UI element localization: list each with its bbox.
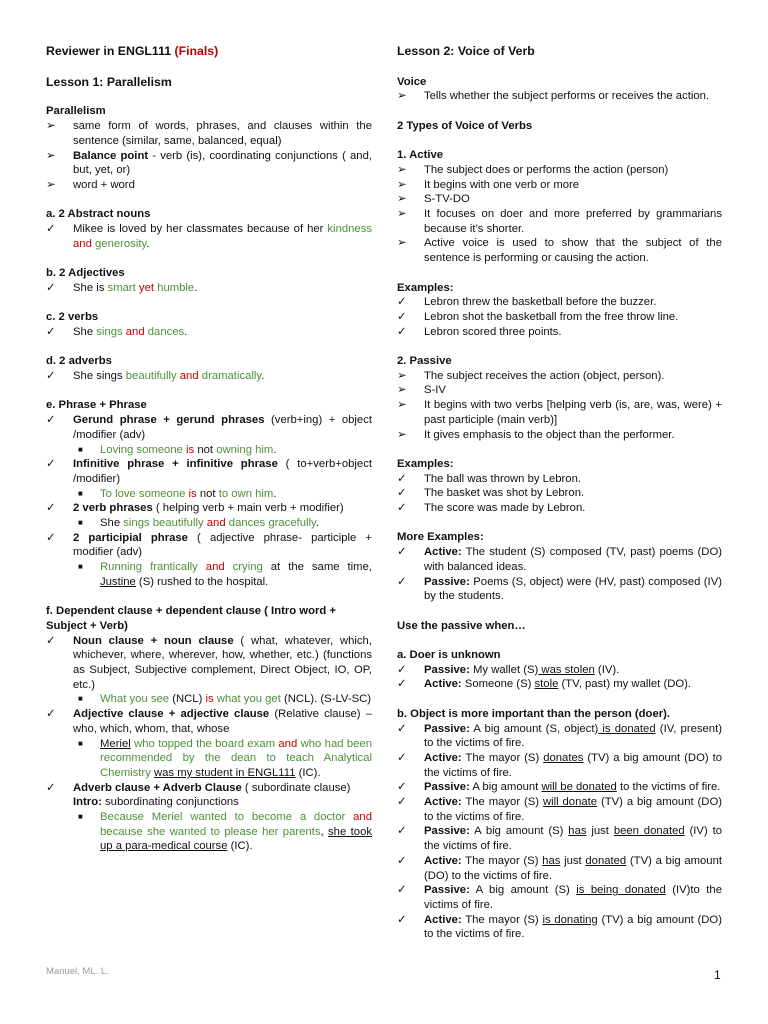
arrow-icon: ➢ xyxy=(397,193,407,206)
list-item: ➢ It begins with two verbs [helping verb (is, are, was, were) + past participle (main verb)] xyxy=(397,399,722,426)
check-icon: ✓ xyxy=(46,414,56,427)
check-icon: ✓ xyxy=(46,370,56,382)
doer-unknown-heading: a. Doer is unknown xyxy=(397,649,501,661)
left-column xyxy=(46,44,372,854)
arrow-icon: ➢ xyxy=(397,369,407,382)
check-icon: ✓ xyxy=(46,634,56,647)
square-bullet-icon: ■ xyxy=(78,562,83,572)
list-item: ➢ word + word xyxy=(46,178,135,191)
arrow-icon: ➢ xyxy=(397,90,407,103)
check-icon: ✓ xyxy=(397,781,407,794)
square-bullet-icon: ■ xyxy=(78,518,83,528)
example-item: ✓ The ball was thrown by Lebron. xyxy=(397,472,581,485)
arrow-icon: ➢ xyxy=(397,178,407,191)
example-item: ✓ Active: Someone (S) stole (TV, past) my wallet (DO). xyxy=(397,678,692,691)
active-examples-heading: Examples: xyxy=(397,281,454,294)
check-icon: ✓ xyxy=(397,663,407,676)
arrow-icon: ➢ xyxy=(397,208,407,220)
square-bullet-icon: ■ xyxy=(78,694,83,704)
active-heading: 1. Active xyxy=(397,149,444,162)
arrow-icon: ➢ xyxy=(397,384,407,397)
check-icon: ✓ xyxy=(397,472,407,485)
example-item: ✓ She sings beautifully and dramatically. xyxy=(46,370,265,382)
page-number: 1 xyxy=(714,968,721,982)
section-c-heading: c. 2 verbs xyxy=(46,311,99,324)
example-item: ✓ Lebron threw the basketball before the buzzer. xyxy=(397,296,657,309)
square-bullet-icon: ■ xyxy=(78,488,83,498)
object-important-heading: b. Object is more important than the person (doer). xyxy=(397,707,671,720)
check-icon: ✓ xyxy=(46,458,56,471)
list-item: ➢ S-TV-DO xyxy=(397,193,470,206)
example-item: ✓ Passive: My wallet (S) was stolen (IV). xyxy=(397,663,620,676)
list-item: ➢ S-IV xyxy=(397,384,446,397)
arrow-icon: ➢ xyxy=(397,237,407,250)
example-subitem: ■ Meriel who topped the board exam and who had been recommended by the dean to teach Analytical Chemistry was my student in ENGL111 (IC). xyxy=(78,737,372,779)
section-e-heading: e. Phrase + Phrase xyxy=(46,399,147,412)
example-item: ✓ Lebron shot the basketball from the free throw line. xyxy=(397,310,679,323)
check-icon: ✓ xyxy=(397,310,407,323)
example-item: ✓ Active: The mayor (S) is donating (TV) a big amount (DO) to the victims of fire. xyxy=(397,913,722,941)
object-important-list xyxy=(397,722,722,943)
example-item: ✓ Active: The mayor (S) has just donated (TV) a big amount (DO) to the victims of fire. xyxy=(397,854,723,882)
square-bullet-icon: ■ xyxy=(78,738,83,748)
list-item: ➢ It focuses on doer and more preferred by grammarians because it’s shorter. xyxy=(397,208,722,235)
example-item: ✓ Passive: A big amount will be donated to the victims of fire. xyxy=(397,781,721,794)
list-item: ➢ It begins with one verb or more xyxy=(397,178,580,191)
example-item: ✓ She sings and dances. xyxy=(46,325,188,338)
example-subitem: ■ To love someone is not to own him. xyxy=(78,487,277,500)
example-item: ✓ Lebron scored three points. xyxy=(397,325,562,338)
arrow-icon: ➢ xyxy=(46,149,56,162)
arrow-icon: ➢ xyxy=(46,178,56,191)
list-item: ➢ The subject does or performs the action (person) xyxy=(397,163,669,176)
check-icon: ✓ xyxy=(46,781,56,794)
check-icon: ✓ xyxy=(46,708,56,721)
rule-item: ✓ 2 verb phrases ( helping verb + main verb + modifier) xyxy=(46,502,344,515)
list-item: ➢ Tells whether the subject performs or receives the action. xyxy=(397,90,710,103)
arrow-icon: ➢ xyxy=(397,163,407,176)
check-icon: ✓ xyxy=(397,487,407,500)
more-examples-heading: More Examples: xyxy=(397,531,484,544)
lesson-1-heading: Lesson 1: Parallelism xyxy=(46,74,172,89)
arrow-icon: ➢ xyxy=(397,399,407,412)
example-item: ✓ The basket was shot by Lebron. xyxy=(397,487,585,500)
check-icon: ✓ xyxy=(397,575,407,588)
rule-item: ✓ Adjective clause + adjective clause (Relative clause) – who, which, whom, that, whose xyxy=(46,708,372,735)
check-icon: ✓ xyxy=(397,884,407,897)
example-subitem: ■ What you see (NCL) is what you get (NCL). (S-LV-SC) xyxy=(78,693,372,706)
square-bullet-icon: ■ xyxy=(78,444,83,454)
passive-heading: 2. Passive xyxy=(397,355,452,367)
list-item: ➢ Balance point - verb (is), coordinating conjunctions ( and, but, yet, or) xyxy=(46,149,372,177)
document-title: Reviewer in ENGL111 (Finals) xyxy=(46,44,219,58)
check-icon: ✓ xyxy=(46,502,56,515)
check-icon: ✓ xyxy=(397,722,407,735)
check-icon: ✓ xyxy=(46,223,56,236)
section-f-heading: f. Dependent clause + dependent clause ( Intro word + Subject + Verb) xyxy=(46,605,337,632)
check-icon: ✓ xyxy=(397,502,407,515)
check-icon: ✓ xyxy=(397,546,407,559)
check-icon: ✓ xyxy=(397,913,407,926)
passive-examples-heading: Examples: xyxy=(397,457,454,470)
check-icon: ✓ xyxy=(397,325,407,338)
voice-heading: Voice xyxy=(397,75,427,88)
example-item: ✓ Active: The mayor (S) will donate (TV) a big amount (DO) to the victims of fire. xyxy=(397,796,722,823)
list-item: ➢ Active voice is used to show that the subject of the sentence is performing or causing the action. xyxy=(397,237,722,265)
check-icon: ✓ xyxy=(397,678,407,691)
example-item: ✓ Passive: A big amount (S) has just been donated (IV) to the victims of fire. xyxy=(397,825,723,853)
example-item: ✓ Mikee is loved by her classmates because of her kindness and generosity. xyxy=(46,223,372,250)
list-item: ➢ It gives emphasis to the object than the performer. xyxy=(397,428,675,441)
list-item: ➢ same form of words, phrases, and clauses within the sentence (similar, same, balanced, equal) xyxy=(46,120,372,147)
square-bullet-icon: ■ xyxy=(78,812,83,822)
example-item: ✓ Passive: A big amount (S) is being donated (IV)to the victims of fire. xyxy=(397,884,722,911)
check-icon: ✓ xyxy=(397,751,407,764)
section-b-heading: b. 2 Adjectives xyxy=(46,267,125,280)
check-icon: ✓ xyxy=(46,531,56,544)
example-subitem: ■ She sings beautifully and dances gracefully. xyxy=(78,517,319,530)
right-column xyxy=(397,44,722,942)
section-a-heading: a. 2 Abstract nouns xyxy=(46,208,151,221)
check-icon: ✓ xyxy=(397,296,407,309)
rule-item: ✓ Adverb clause + Adverb Clause ( subordinate clause) Intro: subordinating conjunctions xyxy=(46,781,351,809)
parallelism-heading: Parallelism xyxy=(46,105,106,118)
example-item: ✓ Active: The student (S) composed (TV, past) poems (DO) with balanced ideas. xyxy=(397,546,722,573)
example-item: ✓ She is smart yet humble. xyxy=(46,281,198,294)
arrow-icon: ➢ xyxy=(46,120,56,133)
example-subitem: ■ Running frantically and crying at the same time, Justine (S) rushed to the hospital. xyxy=(78,561,372,588)
example-item: ✓ Passive: Poems (S, object) were (HV, past) composed (IV) by the students. xyxy=(397,575,722,603)
check-icon: ✓ xyxy=(397,796,407,809)
section-d-heading: d. 2 adverbs xyxy=(46,355,112,368)
check-icon: ✓ xyxy=(46,281,56,294)
types-heading: 2 Types of Voice of Verbs xyxy=(397,119,533,132)
rule-item: ✓ Gerund phrase + gerund phrases (verb+ing) + object /modifier (adv) xyxy=(46,414,372,441)
example-subitem: ■ Because Meriel wanted to become a doctor and because she wanted to please her parents, she took up a para-medical course (IC). xyxy=(78,811,372,853)
example-subitem: ■ Loving someone is not owning him. xyxy=(78,443,277,456)
arrow-icon: ➢ xyxy=(397,428,407,441)
rule-item: ✓ Noun clause + noun clause ( what, whatever, which, whichever, where, wherever, how, whether, etc.) (functions as Subject, Subjective complement, Direct Object, IO, OP, etc.) xyxy=(46,634,372,691)
check-icon: ✓ xyxy=(46,325,56,338)
rule-item: ✓ 2 participial phrase ( adjective phrase- participle + modifier (adv) xyxy=(46,531,373,559)
list-item: ➢ The subject receives the action (object, person). xyxy=(397,369,665,382)
rule-item: ✓ Infinitive phrase + infinitive phrase ( to+verb+object /modifier) xyxy=(46,458,372,485)
use-passive-heading: Use the passive when… xyxy=(397,619,526,632)
lesson-2-heading: Lesson 2: Voice of Verb xyxy=(397,44,535,58)
check-icon: ✓ xyxy=(397,854,407,867)
footer-author: Manuel, ML. L. xyxy=(46,966,109,977)
example-item: ✓ Active: The mayor (S) donates (TV) a big amount (DO) to the victims of fire. xyxy=(397,751,722,779)
example-item: ✓ Passive: A big amount (S, object) is donated (IV, present) to the victims of fire. xyxy=(397,722,722,750)
example-item: ✓ The score was made by Lebron. xyxy=(397,502,586,515)
check-icon: ✓ xyxy=(397,825,407,838)
